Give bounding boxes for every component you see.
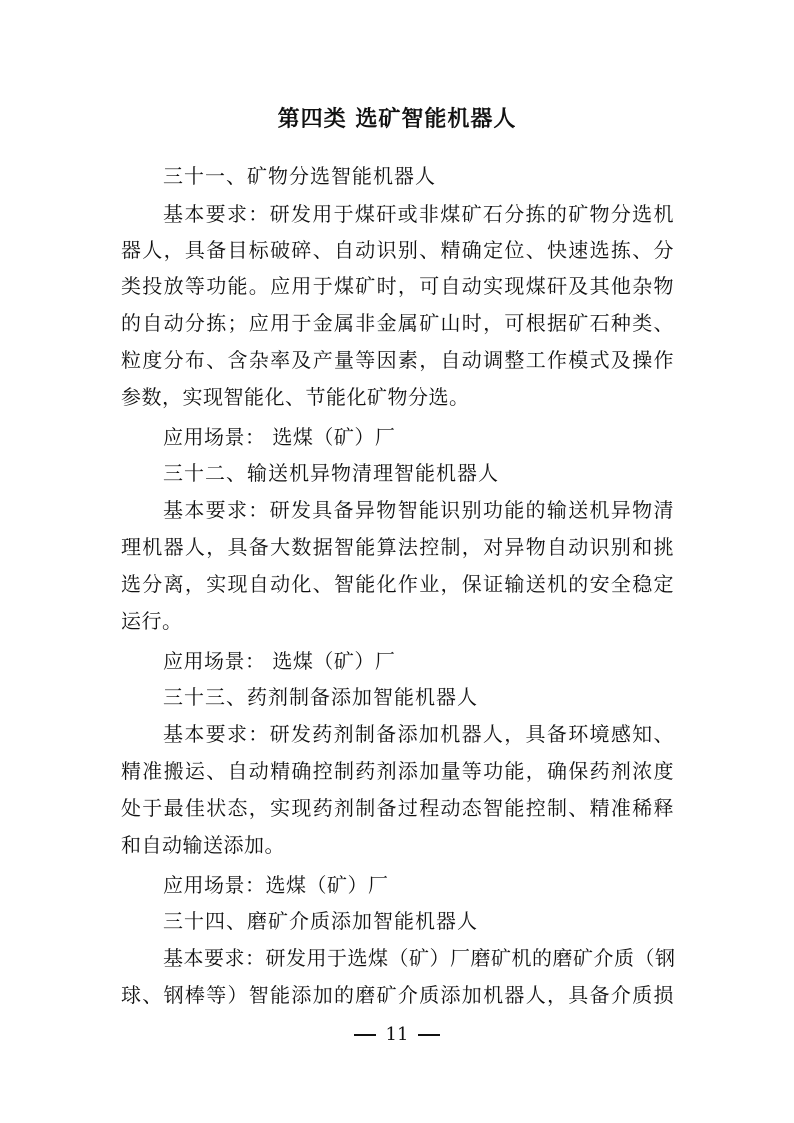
paragraph-line: 理机器人，具备大数据智能算法控制，对异物自动识别和挑 [121, 535, 674, 559]
section-heading-32: 三十二、输送机异物清理智能机器人 [163, 461, 499, 485]
paragraph-line: 类投放等功能。应用于煤矿时，可自动实现煤矸及其他杂物 [121, 274, 674, 298]
paragraph-line: 处于最佳状态，实现药剂制备过程动态智能控制、精准稀释 [121, 796, 674, 820]
dash-left [354, 1034, 376, 1036]
paragraph-line: 运行。 [121, 609, 183, 633]
section-heading-34: 三十四、磨矿介质添加智能机器人 [163, 909, 478, 933]
paragraph-line: 球、钢棒等）智能添加的磨矿介质添加机器人，具备介质损 [121, 983, 674, 1007]
page-title: 第四类 选矿智能机器人 [277, 106, 517, 132]
paragraph-line: 粒度分布、含杂率及产量等因素，自动调整工作模式及操作 [121, 348, 674, 372]
paragraph-line: 基本要求：研发用于煤矸或非煤矿石分拣的矿物分选机 [163, 202, 674, 226]
paragraph-line: 精准搬运、自动精确控制药剂添加量等功能，确保药剂浓度 [121, 759, 674, 783]
page-footer [0, 1024, 794, 1045]
page-number: 11 [385, 1024, 409, 1045]
application-scene: 应用场景： 选煤（矿）厂 [163, 425, 396, 449]
paragraph-line: 和自动输送添加。 [121, 833, 285, 857]
paragraph-line: 基本要求：研发药剂制备添加机器人，具备环境感知、 [163, 722, 674, 746]
paragraph-line: 选分离，实现自动化、智能化作业，保证输送机的安全稳定 [121, 572, 674, 596]
application-scene: 应用场景：选煤（矿）厂 [163, 873, 389, 897]
paragraph-line: 的自动分拣；应用于金属非金属矿山时，可根据矿石种类、 [121, 311, 674, 335]
dash-right [418, 1034, 440, 1036]
paragraph-line: 基本要求：研发用于选煤（矿）厂磨矿机的磨矿介质（钢 [163, 946, 676, 970]
application-scene: 应用场景： 选煤（矿）厂 [163, 649, 396, 673]
paragraph-line: 基本要求：研发具备异物智能识别功能的输送机异物清 [163, 498, 674, 522]
paragraph-line: 器人，具备目标破碎、自动识别、精确定位、快速选拣、分 [121, 238, 674, 262]
paragraph-line: 参数，实现智能化、节能化矿物分选。 [121, 385, 470, 409]
section-heading-33: 三十三、药剂制备添加智能机器人 [163, 685, 478, 709]
section-heading-31: 三十一、矿物分选智能机器人 [163, 164, 436, 188]
